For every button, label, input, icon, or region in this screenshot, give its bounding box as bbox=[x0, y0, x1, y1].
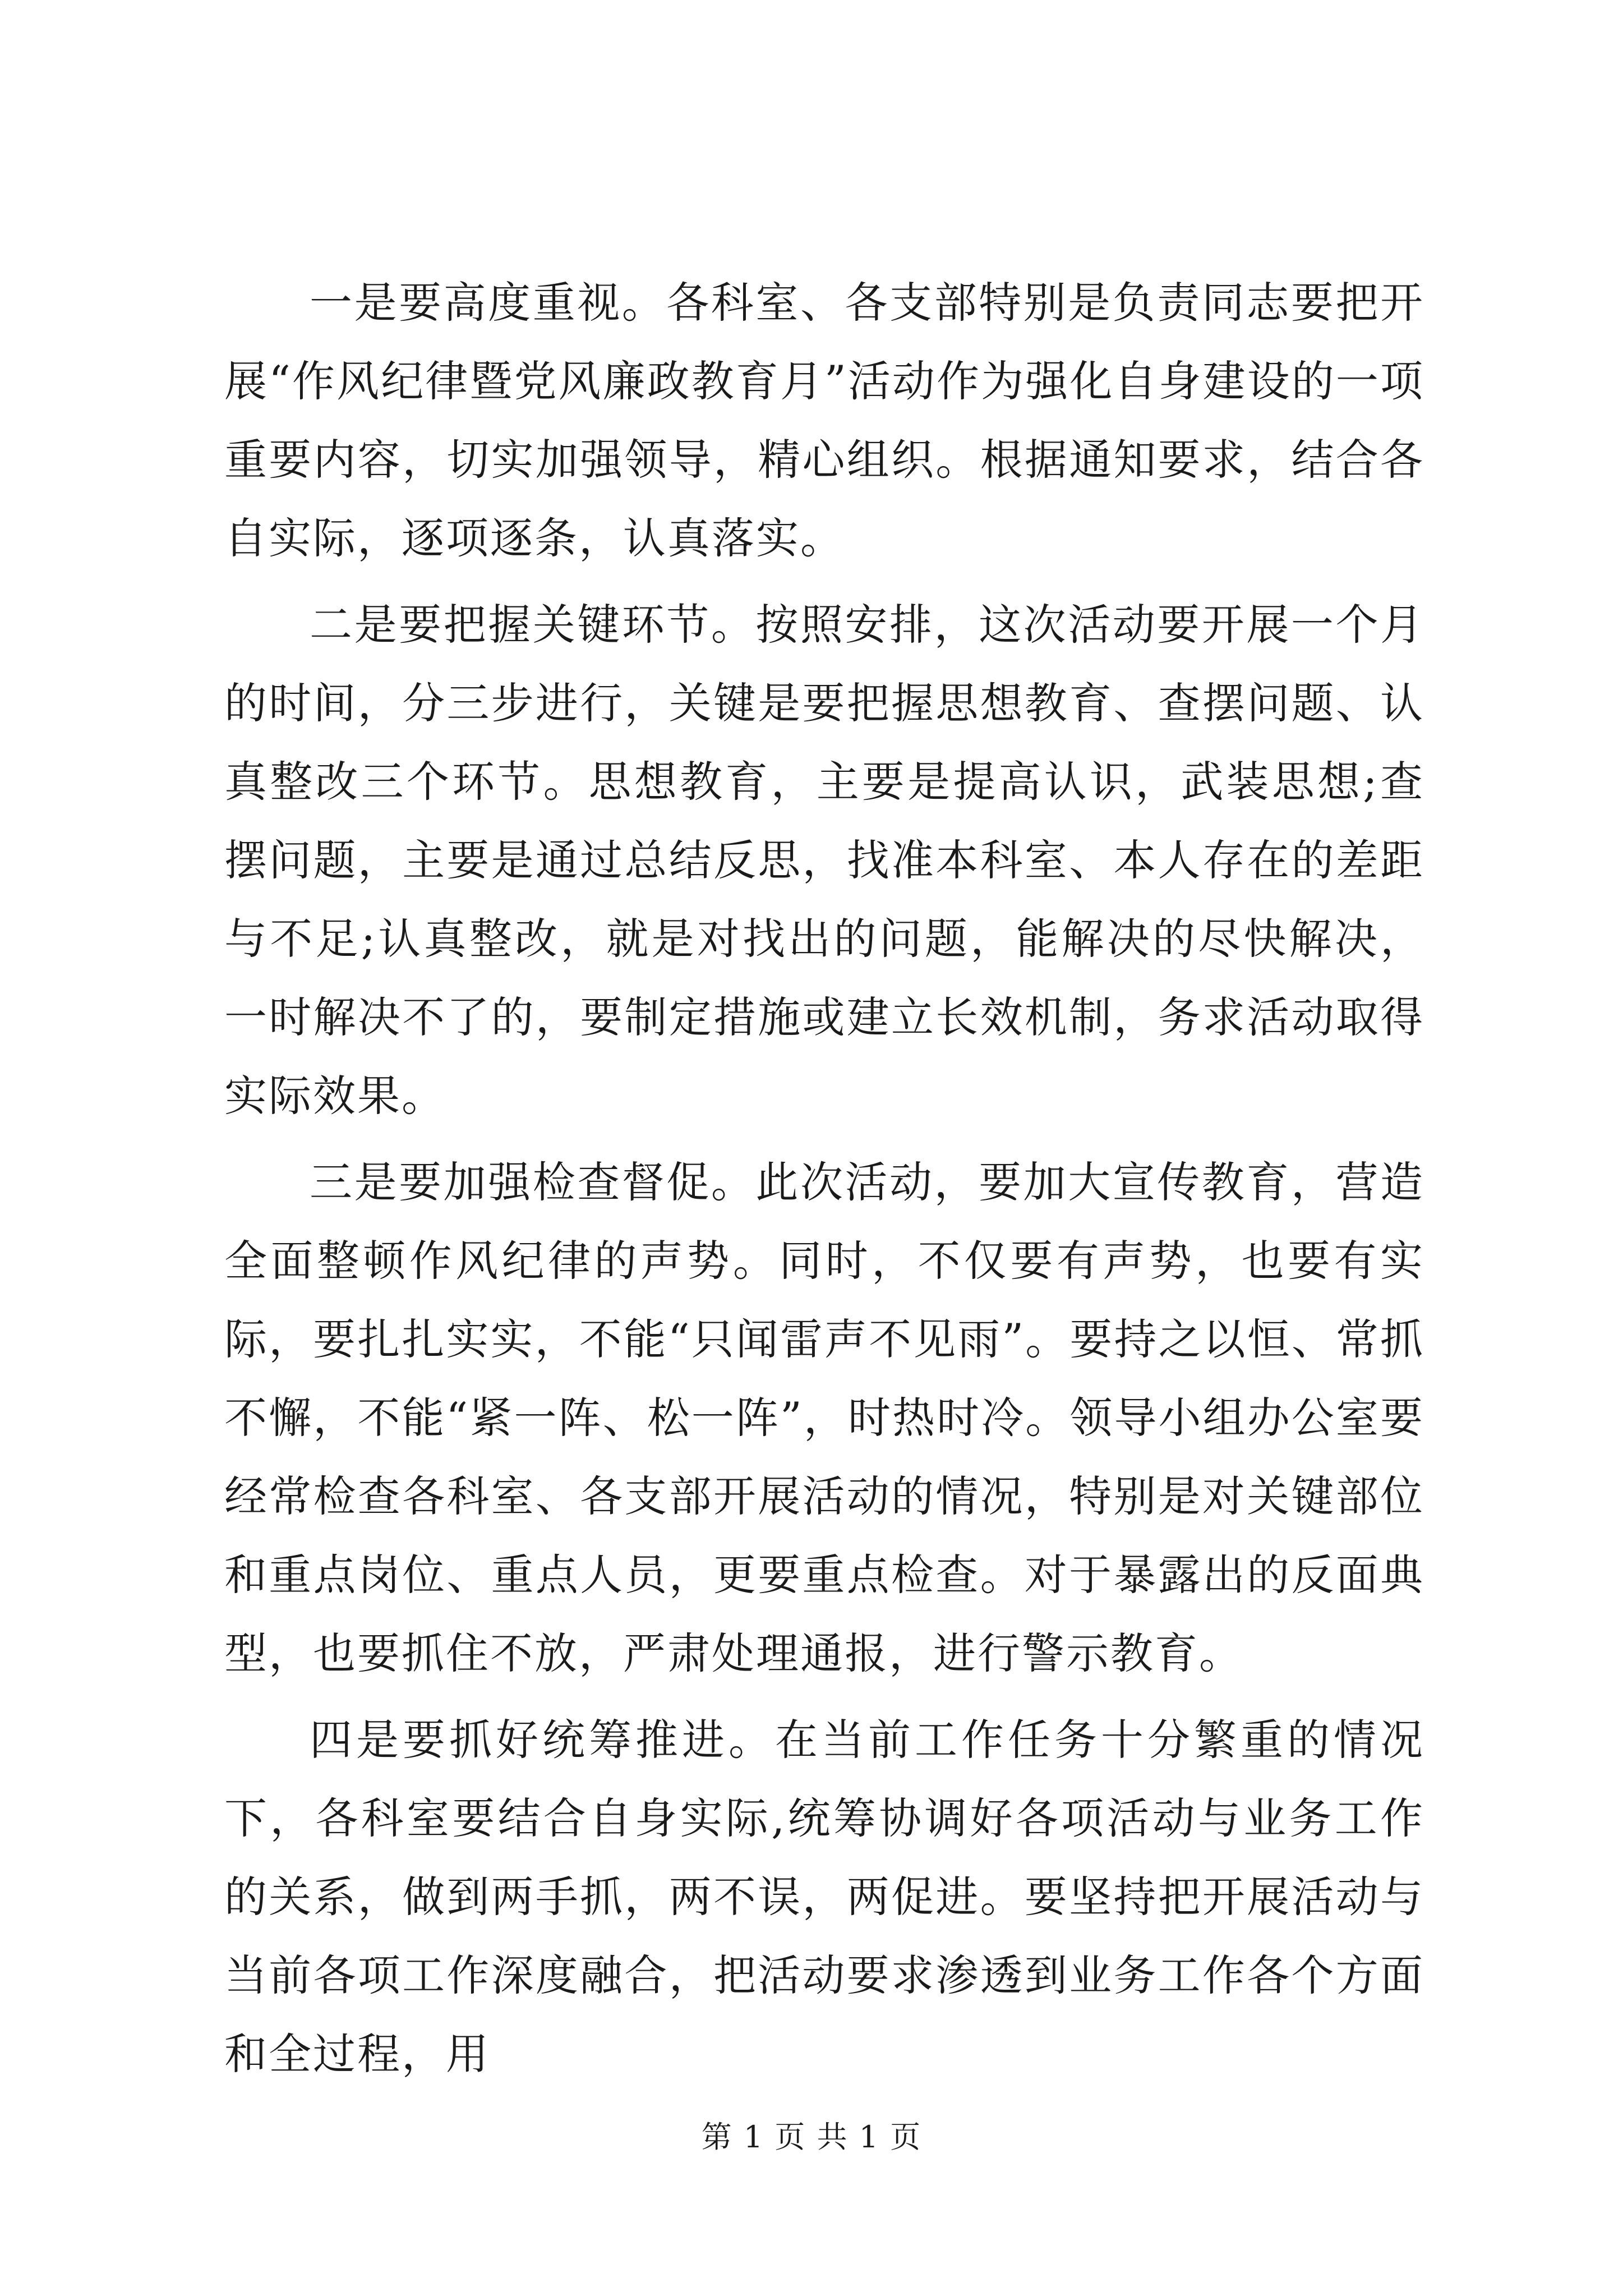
paragraph-4: 四是要抓好统筹推进。在当前工作任务十分繁重的情况下，各科室要结合自身实际,统筹协调好各项活动与业务工作的关系，做到两手抓，两不误，两促进。要坚持把开展活动与当前各项工作深度融合，把活动要求渗透到业务工作各个方面和全过程，用 bbox=[224, 1715, 1424, 2079]
document-body bbox=[224, 264, 1424, 2093]
paragraph-1: 一是要高度重视。各科室、各支部特别是负责同志要把开展“作风纪律暨党风廉政教育月”活动作为强化自身建设的一项重要内容，切实加强领导，精心组织。根据通知要求，结合各自实际，逐项逐条，认真落实。 bbox=[224, 278, 1424, 563]
paragraph-3: 三是要加强检查督促。此次活动，要加大宣传教育，营造全面整顿作风纪律的声势。同时，不仅要有声势，也要有实际，要扎扎实实，不能“只闻雷声不见雨”。要持之以恒、常抓不懈，不能“紧一阵、松一阵”，时热时冷。领导小组办公室要经常检查各科室、各支部开展活动的情况，特别是对关键部位和重点岗位、重点人员，更要重点检查。对于暴露出的反面典型，也要抓住不放，严肃处理通报，进行警示教育。 bbox=[224, 1157, 1424, 1678]
page-number-footer: 第 1 页 共 1 页 bbox=[701, 2119, 922, 2155]
paragraph-2: 二是要把握关键环节。按照安排，这次活动要开展一个月的时间，分三步进行，关键是要把握思想教育、查摆问题、认真整改三个环节。思想教育，主要是提高认识，武装思想;查摆问题，主要是通过总结反思，找准本科室、本人存在的差距与不足;认真整改，就是对找出的问题，能解决的尽快解决，一时解决不了的，要制定措施或建立长效机制，务求活动取得实际效果。 bbox=[224, 600, 1424, 1121]
